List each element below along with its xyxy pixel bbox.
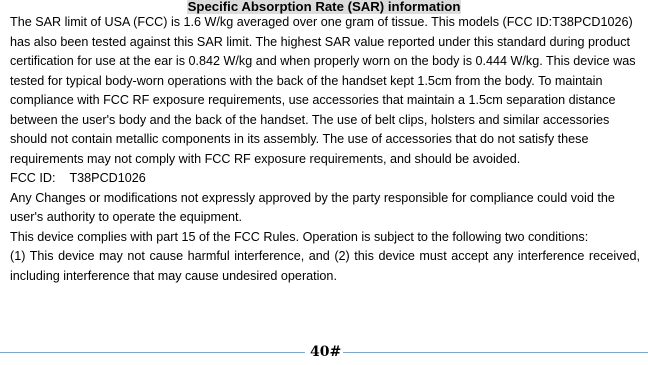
fcc-id-label: FCC ID: <box>10 171 56 185</box>
document-body <box>10 13 640 286</box>
page-footer <box>0 340 648 364</box>
page-number: 40# <box>310 344 342 360</box>
section-title-text: Specific Absorption Rate (SAR) information <box>187 0 461 14</box>
fcc-id-line <box>10 169 640 189</box>
sar-paragraph: The SAR limit of USA (FCC) is 1.6 W/kg averaged over one gram of tissue. This models (FCC ID:T38PCD1026) has also been tested against this SAR limit. The highest SAR value reported under this standard during product certification for use at the ear is 0.842 W/kg and when properly worn on the body is 0.444 W/kg. This device was tested for typical body-worn operations with the back of the handset kept 1.5cm from the body. To maintain compliance with FCC RF exposure requirements, use accessories that maintain a 1.5cm separation distance between the user's body and the back of the handset. The use of belt clips, holsters and similar accessories should not contain metallic components in its assembly. The use of accessories that do not satisfy these requirements may not comply with FCC RF exposure requirements, and should be avoided. <box>10 15 636 166</box>
footer-rule-left <box>0 352 305 353</box>
fcc-id-value: T38PCD1026 <box>69 171 146 185</box>
compliance-conditions: (1) This device may not cause harmful interference, and (2) this device must accept any interference received, including interference that may cause undesired operation. <box>10 249 640 283</box>
changes-notice: Any Changes or modifications not expressly approved by the party responsible for compliance could void the user's authority to operate the equipment. <box>10 190 615 224</box>
compliance-intro: This device complies with part 15 of the FCC Rules. Operation is subject to the following two conditions: <box>10 229 589 244</box>
footer-rule-right <box>343 352 648 353</box>
